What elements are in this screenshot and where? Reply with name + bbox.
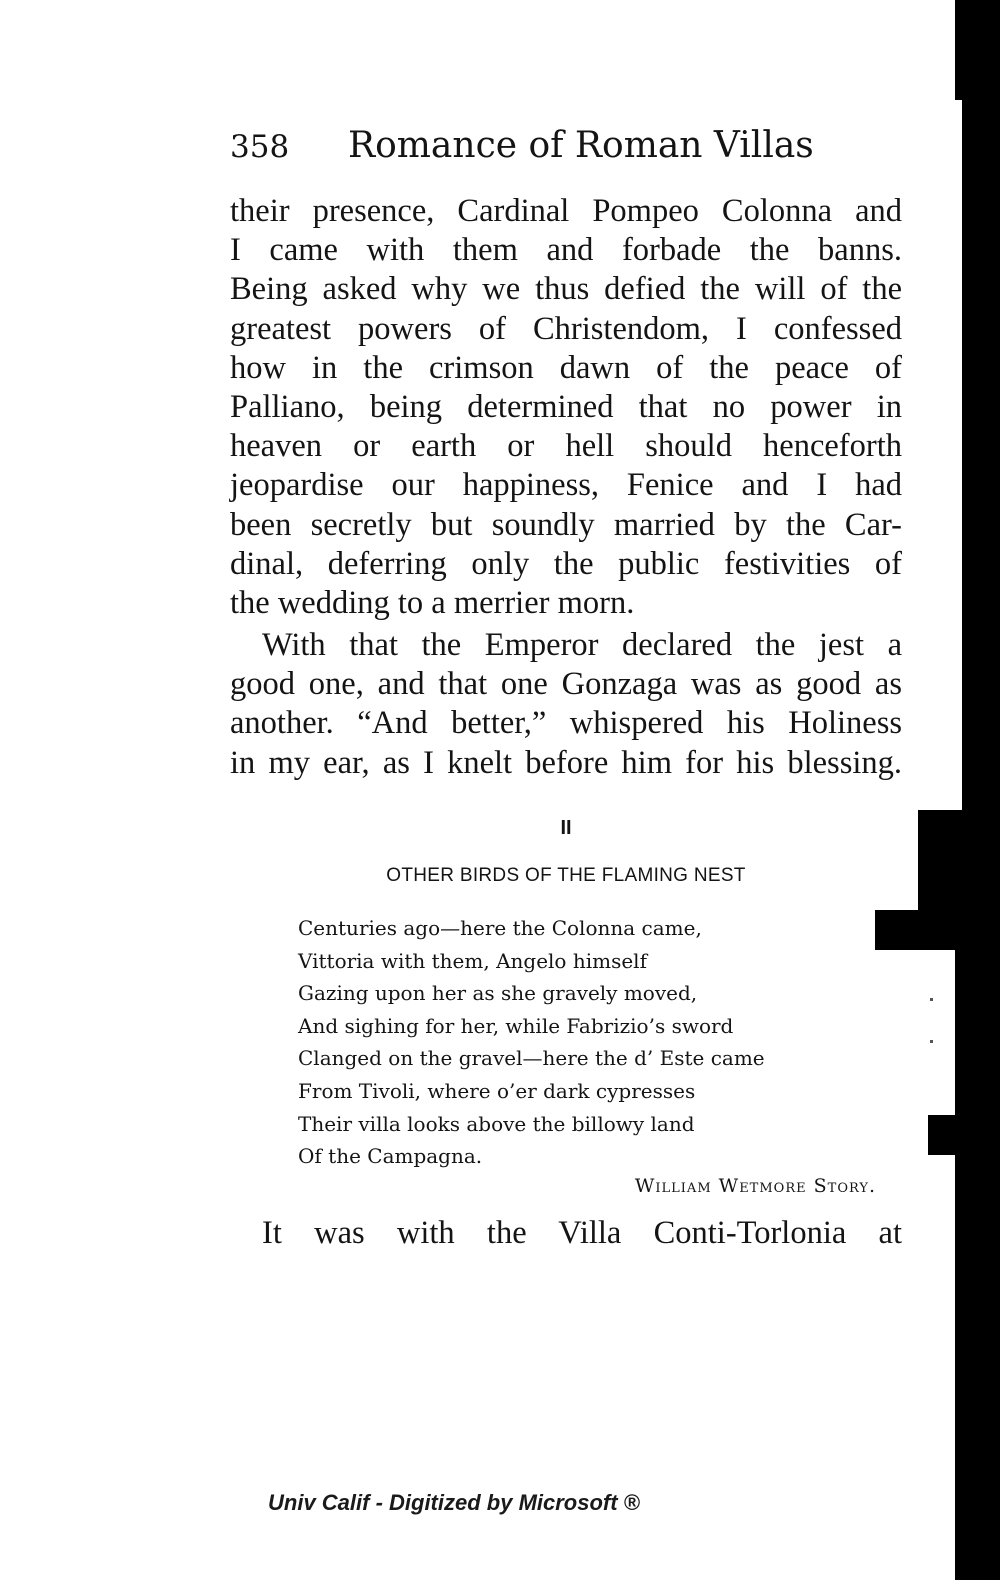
text-line: Being asked why we thus defied the will of the [230, 271, 902, 308]
section-title: OTHER BIRDS OF THE FLAMING NEST [386, 865, 746, 886]
text-line: been secretly but soundly married by the Car- [230, 506, 902, 543]
text-line: another. “And better,” whispered his Holiness [230, 705, 902, 742]
epigraph-poem [298, 912, 878, 1173]
text-line: the wedding to a merrier morn. [230, 584, 635, 621]
poem-line: Gazing upon her as she gravely moved, [298, 981, 698, 1006]
text-line: With that the Emperor declared the jest a [262, 627, 902, 663]
scan-edge-mid [918, 810, 1000, 910]
poem-line: Of the Campagna. [298, 1144, 483, 1169]
scan-edge-upper [962, 100, 1000, 810]
text-line: Palliano, being determined that no power in [230, 388, 902, 425]
text-line: jeopardise our happiness, Fenice and I had [230, 467, 902, 504]
scan-edge-notch [875, 910, 1000, 950]
poem-attribution: William Wetmore Story. [634, 1175, 876, 1197]
running-header [230, 116, 910, 176]
text-line: dinal, deferring only the public festivities of [230, 545, 902, 582]
section-numeral: II [560, 817, 572, 839]
scan-edge-block [928, 1115, 1000, 1155]
digitization-footer: Univ Calif - Digitized by Microsoft ® [268, 1490, 640, 1515]
text-line: I came with them and forbade the banns. [230, 232, 902, 269]
scan-speck [930, 1040, 933, 1043]
scan-edge-lower-mid [955, 950, 1000, 1115]
text-line: their presence, Cardinal Pompeo Colonna and [230, 193, 902, 229]
opening-line: It was with the Villa Conti-Torlonia at [262, 1215, 902, 1251]
text-line: heaven or earth or hell should henceforth [230, 428, 902, 465]
poem-line: From Tivoli, where o’er dark cypresses [298, 1078, 696, 1103]
poem-line: Centuries ago—here the Colonna came, [298, 916, 702, 940]
scan-edge-bottom [955, 1155, 1000, 1580]
poem-line: Their villa looks above the billowy land [298, 1111, 695, 1136]
text-line: how in the crimson dawn of the peace of [230, 349, 902, 386]
running-title: Romance of Roman Villas [348, 125, 814, 166]
text-line: good one, and that one Gonzaga was as good as [230, 666, 902, 703]
paragraph-2 [230, 626, 902, 783]
text-line: in my ear, as I knelt before him for his blessing. [230, 744, 902, 781]
poem-line: And sighing for her, while Fabrizio’s sword [298, 1013, 734, 1038]
scan-edge-top [955, 0, 1000, 100]
paragraph-1 [230, 192, 902, 623]
poem-line: Vittoria with them, Angelo himself [298, 948, 647, 973]
page-number: 358 [230, 129, 290, 165]
poem-line: Clanged on the gravel—here the d’ Este came [298, 1046, 765, 1071]
text-line: greatest powers of Christendom, I confessed [230, 310, 902, 347]
scan-speck [930, 998, 933, 1001]
